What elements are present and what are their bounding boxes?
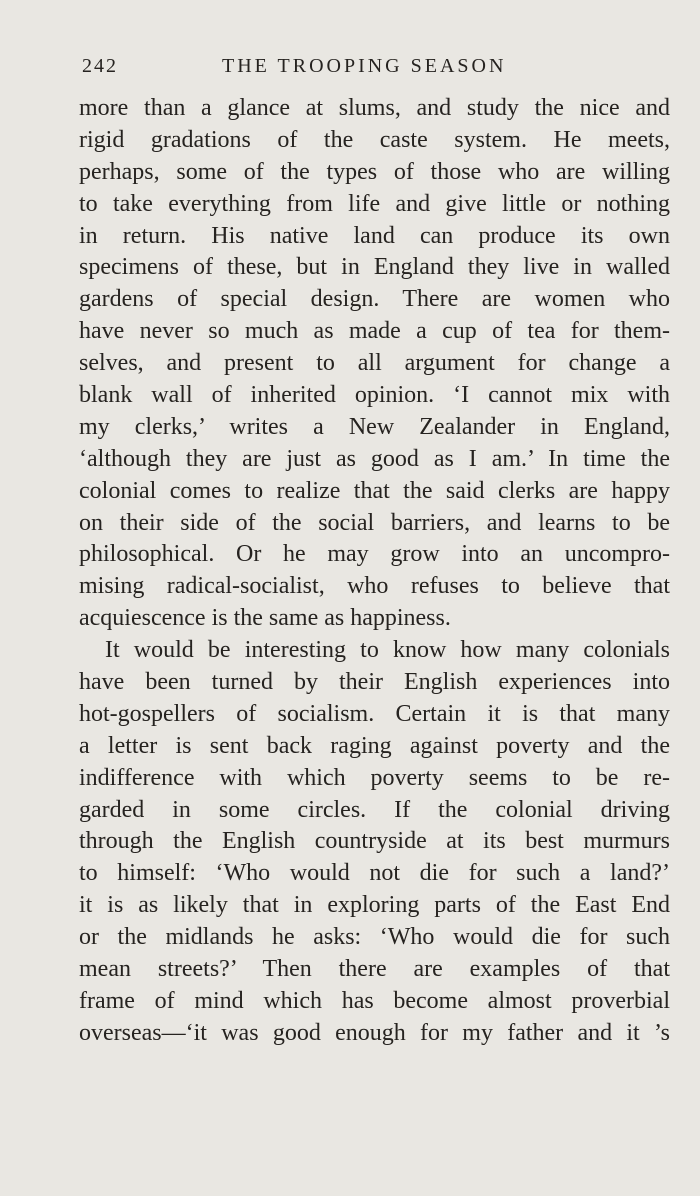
text-line: mising radical-socialist, who refuses to believe that (79, 573, 670, 600)
text-line: indifference with which poverty seems to be re- (79, 764, 670, 791)
text-line: overseas—‘it was good enough for my father and it ’s (79, 1019, 670, 1046)
text-line: to take everything from life and give little or nothing (79, 190, 670, 217)
text-line: colonial comes to realize that the said clerks are happy (79, 477, 670, 504)
text-line: specimens of these, but in England they live in walled (79, 254, 670, 281)
text-line: rigid gradations of the caste system. He meets, (79, 126, 670, 153)
text-line: have been turned by their English experiences into (79, 669, 670, 696)
text-line: ‘although they are just as good as I am.’ In time the (79, 445, 670, 472)
running-head (82, 52, 670, 80)
text-line: more than a glance at slums, and study the nice and (79, 95, 670, 121)
text-line: through the English countryside at its best murmurs (79, 828, 670, 855)
text-line: in return. His native land can produce its own (79, 222, 670, 249)
text-line: gardens of special design. There are women who (79, 286, 670, 313)
text-line: have never so much as made a cup of tea for them- (79, 318, 670, 345)
text-line: garded in some circles. If the colonial driving (79, 796, 670, 823)
text-line: mean streets?’ Then there are examples of that (79, 956, 670, 983)
text-line: frame of mind which has become almost proverbial (79, 987, 670, 1014)
page-number: 242 (82, 55, 118, 77)
running-title: THE TROOPING SEASON (222, 55, 507, 77)
text-line: my clerks,’ writes a New Zealander in England, (79, 413, 670, 440)
text-line: perhaps, some of the types of those who are willing (79, 158, 670, 185)
body-text (79, 93, 670, 1050)
text-line-paragraph-end: acquiescence is the same as happiness. (79, 605, 451, 632)
text-line: a letter is sent back raging against poverty and the (79, 732, 670, 759)
text-line: it is as likely that in exploring parts of the East End (79, 892, 670, 919)
text-line: hot-gospellers of socialism. Certain it is that many (79, 700, 670, 727)
text-line: philosophical. Or he may grow into an uncompro- (79, 541, 670, 568)
text-line: to himself: ‘Who would not die for such a land?’ (79, 860, 670, 887)
text-line-paragraph-start: It would be interesting to know how many colonials (105, 637, 670, 664)
text-line: blank wall of inherited opinion. ‘I cannot mix with (79, 382, 670, 409)
text-line: on their side of the social barriers, and learns to be (79, 509, 670, 536)
text-line: selves, and present to all argument for change a (79, 350, 670, 377)
text-line: or the midlands he asks: ‘Who would die for such (79, 924, 670, 951)
